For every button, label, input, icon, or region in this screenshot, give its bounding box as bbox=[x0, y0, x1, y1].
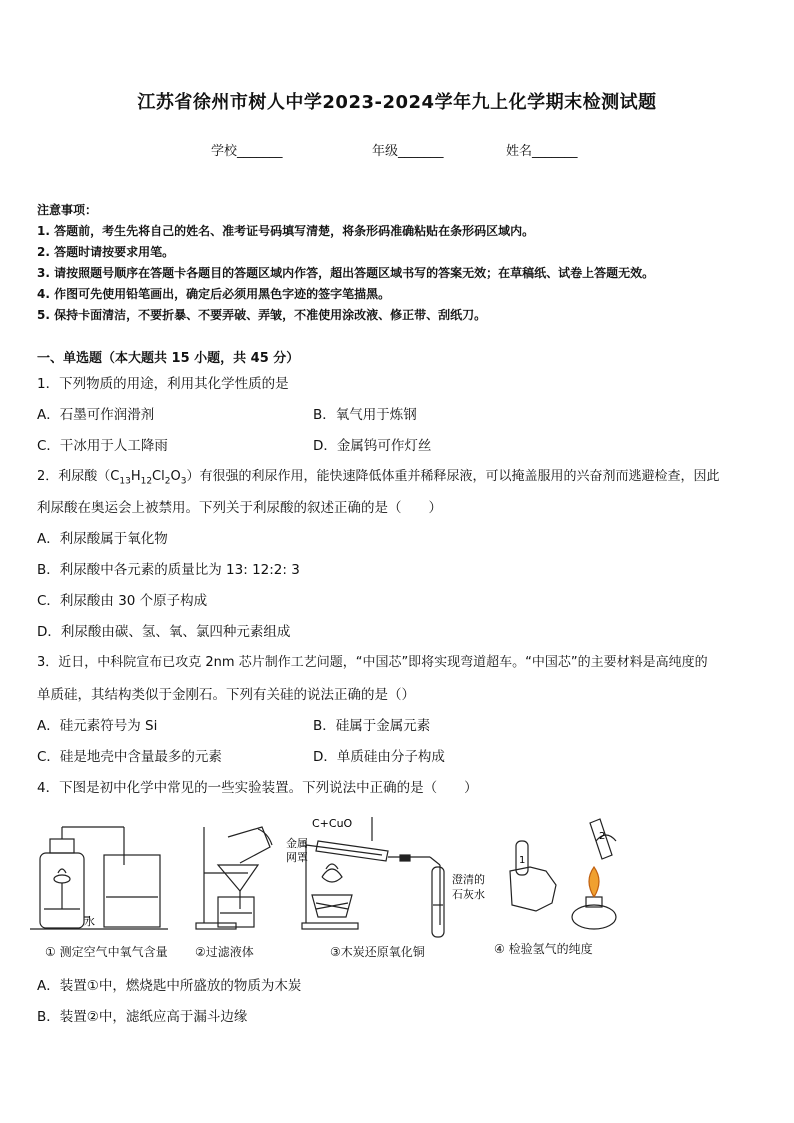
tube-number-1: 1 bbox=[519, 855, 526, 866]
q3-option-b: B．硅属于金属元素 bbox=[313, 718, 431, 734]
q3-option-c: C．硅是地壳中含量最多的元素 bbox=[37, 749, 222, 765]
notice-item: 3. 请按照题号顺序在答题卡各题目的答题区域内作答，超出答题区域书写的答案无效；在草稿纸、试卷上答题无效。 bbox=[37, 266, 655, 280]
notice-heading: 注意事项： bbox=[37, 203, 98, 217]
q2-stem-line2: 利尿酸在奥运会上被禁用。下列关于利尿酸的叙述正确的是（ ） bbox=[37, 500, 442, 516]
q1-option-c: C．干冰用于人工降雨 bbox=[37, 438, 168, 454]
q2-option-b: B．利尿酸中各元素的质量比为 13: 12:2: 3 bbox=[37, 562, 300, 578]
figure-caption-2: ②过滤液体 bbox=[195, 945, 254, 959]
gauze-label-1: 金属 bbox=[286, 837, 308, 850]
limewater-label-1: 澄清的 bbox=[452, 873, 485, 886]
notice-item: 5. 保持卡面清洁，不要折暴、不要弄破、弄皱，不准使用涂改液、修正带、刮纸刀。 bbox=[37, 308, 487, 322]
q2-option-c: C．利尿酸由 30 个原子构成 bbox=[37, 593, 208, 609]
tube-number-2: 2 bbox=[599, 831, 606, 842]
q3-option-a: A．硅元素符号为 Si bbox=[37, 718, 158, 734]
q1-stem: 1．下列物质的用途，利用其化学性质的是 bbox=[37, 376, 289, 392]
q1-option-a: A．石墨可作润滑剂 bbox=[37, 407, 155, 423]
water-label: 水 bbox=[84, 915, 95, 928]
grade-field: 年级_______ bbox=[372, 144, 444, 159]
q4-stem: 4．下图是初中化学中常见的一些实验装置。下列说法中正确的是（ ） bbox=[37, 780, 478, 796]
school-field: 学校_______ bbox=[211, 144, 283, 159]
q2-option-d: D．利尿酸由碳、氢、氧、氯四种元素组成 bbox=[37, 624, 291, 640]
q4-apparatus-figure bbox=[0, 805, 794, 965]
apparatus-1-drawing bbox=[30, 827, 168, 929]
q1-option-d: D．金属钨可作灯丝 bbox=[313, 438, 432, 454]
notice-item: 1. 答题前，考生先将自己的姓名、准考证号码填写清楚，将条形码准确粘贴在条形码区域内。 bbox=[37, 224, 535, 238]
q1-option-b: B．氧气用于炼钢 bbox=[313, 407, 417, 423]
q2-option-a: A．利尿酸属于氧化物 bbox=[37, 531, 168, 547]
q3-option-d: D．单质硅由分子构成 bbox=[313, 749, 445, 765]
name-field: 姓名_______ bbox=[506, 144, 578, 159]
apparatus-2-drawing bbox=[196, 827, 272, 929]
q3-stem-line1: 3．近日，中科院宣布已攻克 2nm 芯片制作工艺问题，“中国芯”即将实现弯道超车。“中国芯”的主要材料是高纯度的 bbox=[37, 655, 708, 670]
notice-item: 4. 作图可先使用铅笔画出，确定后必须用黑色字迹的签字笔描黑。 bbox=[37, 287, 391, 301]
q4-option-a: A．装置①中，燃烧匙中所盛放的物质为木炭 bbox=[37, 978, 302, 994]
notice-item: 2. 答题时请按要求用笔。 bbox=[37, 245, 175, 259]
apparatus-3-drawing bbox=[302, 817, 444, 937]
q3-stem-line2: 单质硅，其结构类似于金刚石。下列有关硅的说法正确的是（） bbox=[37, 687, 415, 703]
figure-caption-4: ④ 检验氢气的纯度 bbox=[494, 942, 593, 956]
section-heading: 一、单选题（本大题共 15 小题，共 45 分） bbox=[37, 351, 300, 366]
cuo-label: C+CuO bbox=[312, 817, 353, 830]
q2-stem-line1: 2．利尿酸$(C_{13}H_{12}Cl_2O_3)$有很强的利尿作用，能快速降低体重并稀释尿液，可以掩盖服用的兴奋剂而逃避检查，因此 bbox=[37, 469, 720, 487]
figure-caption-1: ① 测定空气中氧气含量 bbox=[45, 945, 168, 959]
gauze-label-2: 网罩 bbox=[286, 851, 308, 864]
figure-caption-3: ③木炭还原氧化铜 bbox=[330, 945, 425, 959]
q4-option-b: B．装置②中，滤纸应高于漏斗边缘 bbox=[37, 1009, 248, 1025]
page-title: 江苏省徐州市树人中学2023-2024学年九上化学期末检测试题 bbox=[137, 92, 657, 113]
limewater-label-2: 石灰水 bbox=[452, 888, 485, 901]
